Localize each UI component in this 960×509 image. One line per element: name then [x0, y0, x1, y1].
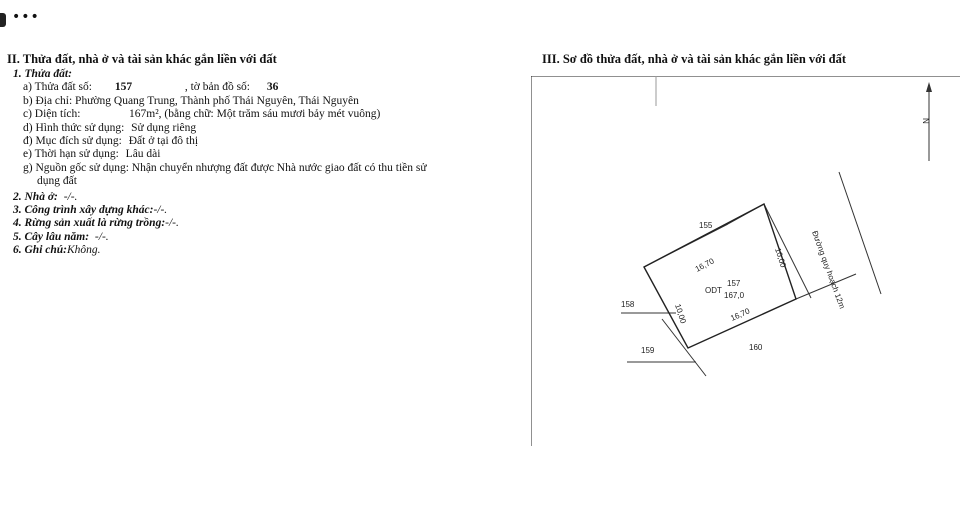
area-row [13, 108, 523, 121]
section-title-left: II. Thửa đất, nhà ở và tài sản khác gắn liền với đất [7, 52, 277, 66]
land-info-block [13, 68, 523, 258]
use-form-row [13, 122, 523, 135]
house-value: -/-. [63, 190, 78, 203]
land-number-value: 157 [114, 81, 133, 94]
parcel-area: 167,0 [724, 291, 745, 300]
boundary-left-line [662, 319, 706, 376]
construction-value: -/-. [153, 204, 168, 217]
trees-row [13, 231, 523, 244]
construction-row [13, 204, 523, 217]
app-corner-tab[interactable] [0, 13, 6, 27]
notes-value: Không. [67, 244, 101, 257]
road-edge-line [839, 172, 881, 294]
use-term-value: Lâu dài [125, 148, 161, 161]
notes-row [13, 244, 523, 257]
origin-row-1: g) Nguồn gốc sử dụng: Nhận chuyển nhượng đất được Nhà nước giao đất có thu tiền sử [23, 161, 427, 174]
top-edge-length: 16,70 [693, 256, 716, 274]
use-term-row [13, 148, 523, 161]
section-title-right: III. Sơ đồ thửa đất, nhà ở và tài sản khác gắn liền với đất [542, 52, 847, 66]
area-label: c) Diện tích: [23, 108, 81, 121]
forest-label: 4. Rừng sản xuất là rừng trồng: [13, 217, 166, 230]
parcel-diagram-svg [531, 76, 960, 446]
bottom-edge-length: 16,70 [729, 306, 752, 323]
parcel-code: ODT [705, 286, 722, 295]
road-inner-line [764, 204, 811, 298]
parcel-157-outline [644, 204, 796, 348]
neighbor-159: 159 [641, 346, 655, 355]
left-edge-length: 10,00 [673, 302, 688, 325]
parcel-number: 157 [727, 279, 741, 288]
use-purpose-row [13, 135, 523, 148]
map-number-label: , tờ bản đồ số: [184, 81, 250, 94]
use-form-value: Sử dụng riêng [131, 121, 197, 134]
trees-value: -/-. [94, 230, 109, 243]
land-number-row [13, 81, 523, 94]
right-edge-length: 10,00 [773, 246, 788, 269]
north-arrow-icon [921, 82, 932, 161]
house-label: 2. Nhà ở: [13, 190, 58, 203]
land-heading: 1. Thửa đất: [13, 68, 72, 80]
top-bar [0, 0, 960, 40]
address-row: b) Địa chỉ: Phường Quang Trung, Thành phố Thái Nguyên, Thái Nguyên [23, 94, 359, 107]
map-number-value: 36 [266, 81, 279, 94]
notes-label: 6. Ghi chú: [13, 244, 67, 257]
north-label: N [921, 118, 930, 124]
parcel-diagram [531, 76, 960, 446]
land-number-label: a) Thửa đất số: [23, 81, 92, 94]
area-value: 167m², (bằng chữ: Một trăm sáu mươi bảy mét vuông) [129, 108, 381, 121]
forest-value: -/-. [165, 217, 179, 230]
neighbor-155: 155 [699, 221, 713, 230]
use-form-label: d) Hình thức sử dụng: [23, 121, 125, 134]
trees-label: 5. Cây lâu năm: [13, 230, 90, 243]
use-term-label: e) Thời hạn sử dụng: [23, 148, 119, 161]
house-row [13, 191, 523, 204]
use-purpose-value: Đất ở tại đô thị [128, 135, 199, 148]
neighbor-158: 158 [621, 300, 635, 309]
road-label: Đường quy hoạch 12m [810, 229, 847, 310]
origin-row-2: dụng đất [37, 175, 77, 188]
use-purpose-label: đ) Mục đích sử dụng: [23, 135, 122, 148]
forest-row [13, 217, 523, 230]
ellipsis-icon[interactable]: ••• [12, 9, 40, 25]
neighbor-160: 160 [749, 343, 763, 352]
construction-label: 3. Công trình xây dựng khác: [13, 204, 154, 217]
